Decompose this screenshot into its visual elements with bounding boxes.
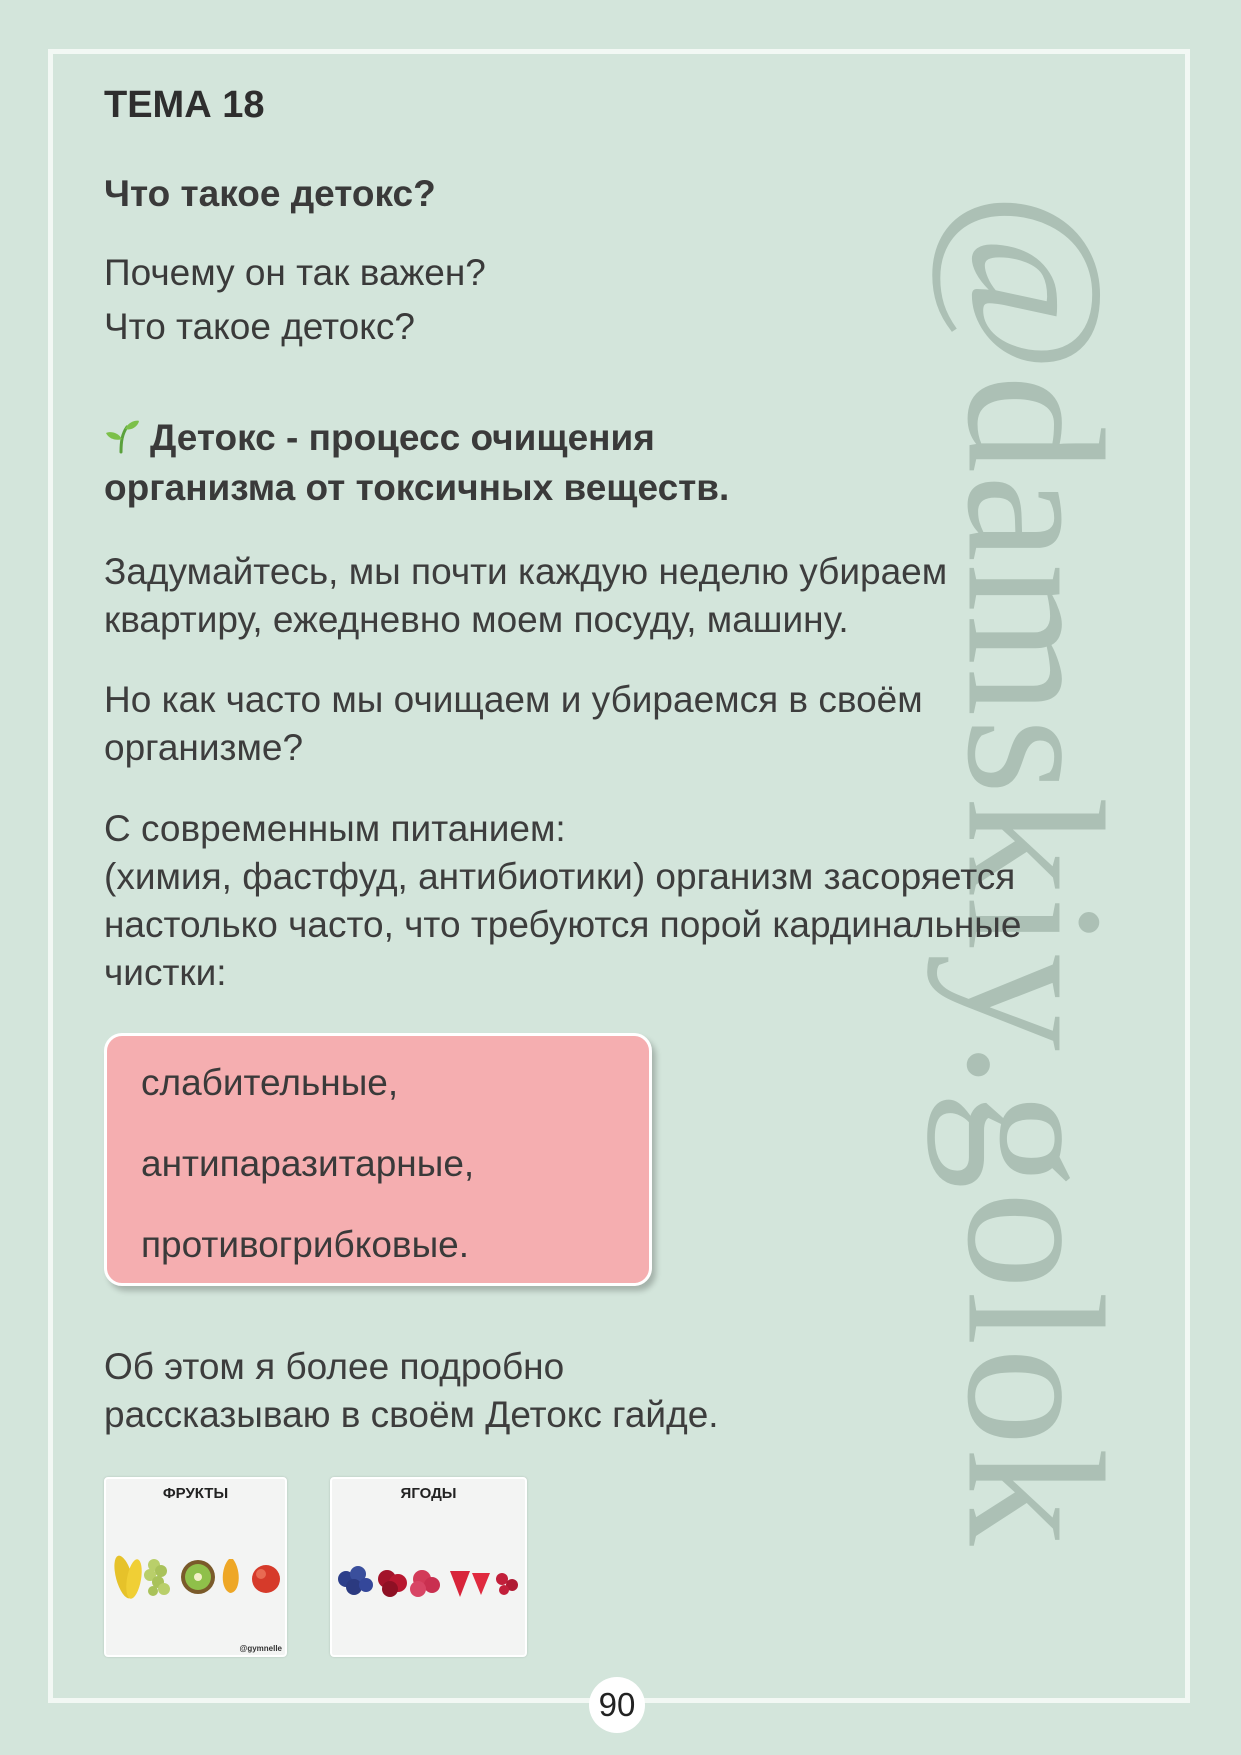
page-number: 90 — [589, 1677, 645, 1733]
thumbnail-title: ЯГОДЫ — [400, 1485, 457, 1502]
paragraph-line: (химия, фастфуд, антибиотики) организм засоряется — [104, 856, 1016, 897]
intro-line: Почему он так важен? — [104, 252, 486, 293]
intro-questions — [104, 246, 486, 354]
thumbnail-handle: @gymnelle — [239, 1644, 282, 1653]
cleanse-type: антипаразитарные, — [141, 1143, 475, 1184]
cleanse-type: противогрибковые. — [141, 1224, 470, 1265]
berries-illustration — [332, 1479, 525, 1655]
thumbnail-title: ФРУКТЫ — [162, 1485, 229, 1502]
paragraph-line: Задумайтесь, мы почти каждую неделю убираем — [104, 551, 948, 592]
closing-paragraph — [104, 1343, 719, 1439]
paragraph-line: рассказываю в своём Детокс гайде. — [104, 1394, 719, 1435]
paragraph-line: организме? — [104, 727, 304, 768]
sprout-icon — [104, 418, 140, 454]
paragraph — [104, 805, 1021, 997]
definition-line: организма от токсичных веществ. — [104, 467, 730, 508]
definition — [104, 413, 729, 513]
fruits-thumbnail[interactable] — [104, 1477, 287, 1657]
page-heading: Что такое детокс? — [104, 173, 436, 214]
paragraph-line: С современным питанием: — [104, 808, 566, 849]
cleanse-type: слабительные, — [141, 1062, 399, 1103]
cleanse-types-box — [104, 1033, 652, 1286]
berries-thumbnail[interactable] — [330, 1477, 527, 1657]
paragraph-line: чистки: — [104, 952, 227, 993]
watermark-text: @damskiy.golok — [926, 192, 1144, 1548]
paragraph — [104, 676, 923, 772]
definition-line: Детокс - процесс очищения — [104, 413, 729, 463]
intro-line: Что такое детокс? — [104, 306, 415, 347]
paragraph-line: Но как часто мы очищаем и убираемся в своём — [104, 679, 923, 720]
paragraph — [104, 548, 947, 644]
paragraph-line: квартиру, ежедневно моем посуду, машину. — [104, 599, 849, 640]
paragraph-line: Об этом я более подробно — [104, 1346, 565, 1387]
fruits-illustration — [106, 1479, 285, 1655]
topic-label: ТЕМА 18 — [104, 84, 265, 126]
paragraph-line: настолько часто, что требуются порой кардинальные — [104, 904, 1022, 945]
